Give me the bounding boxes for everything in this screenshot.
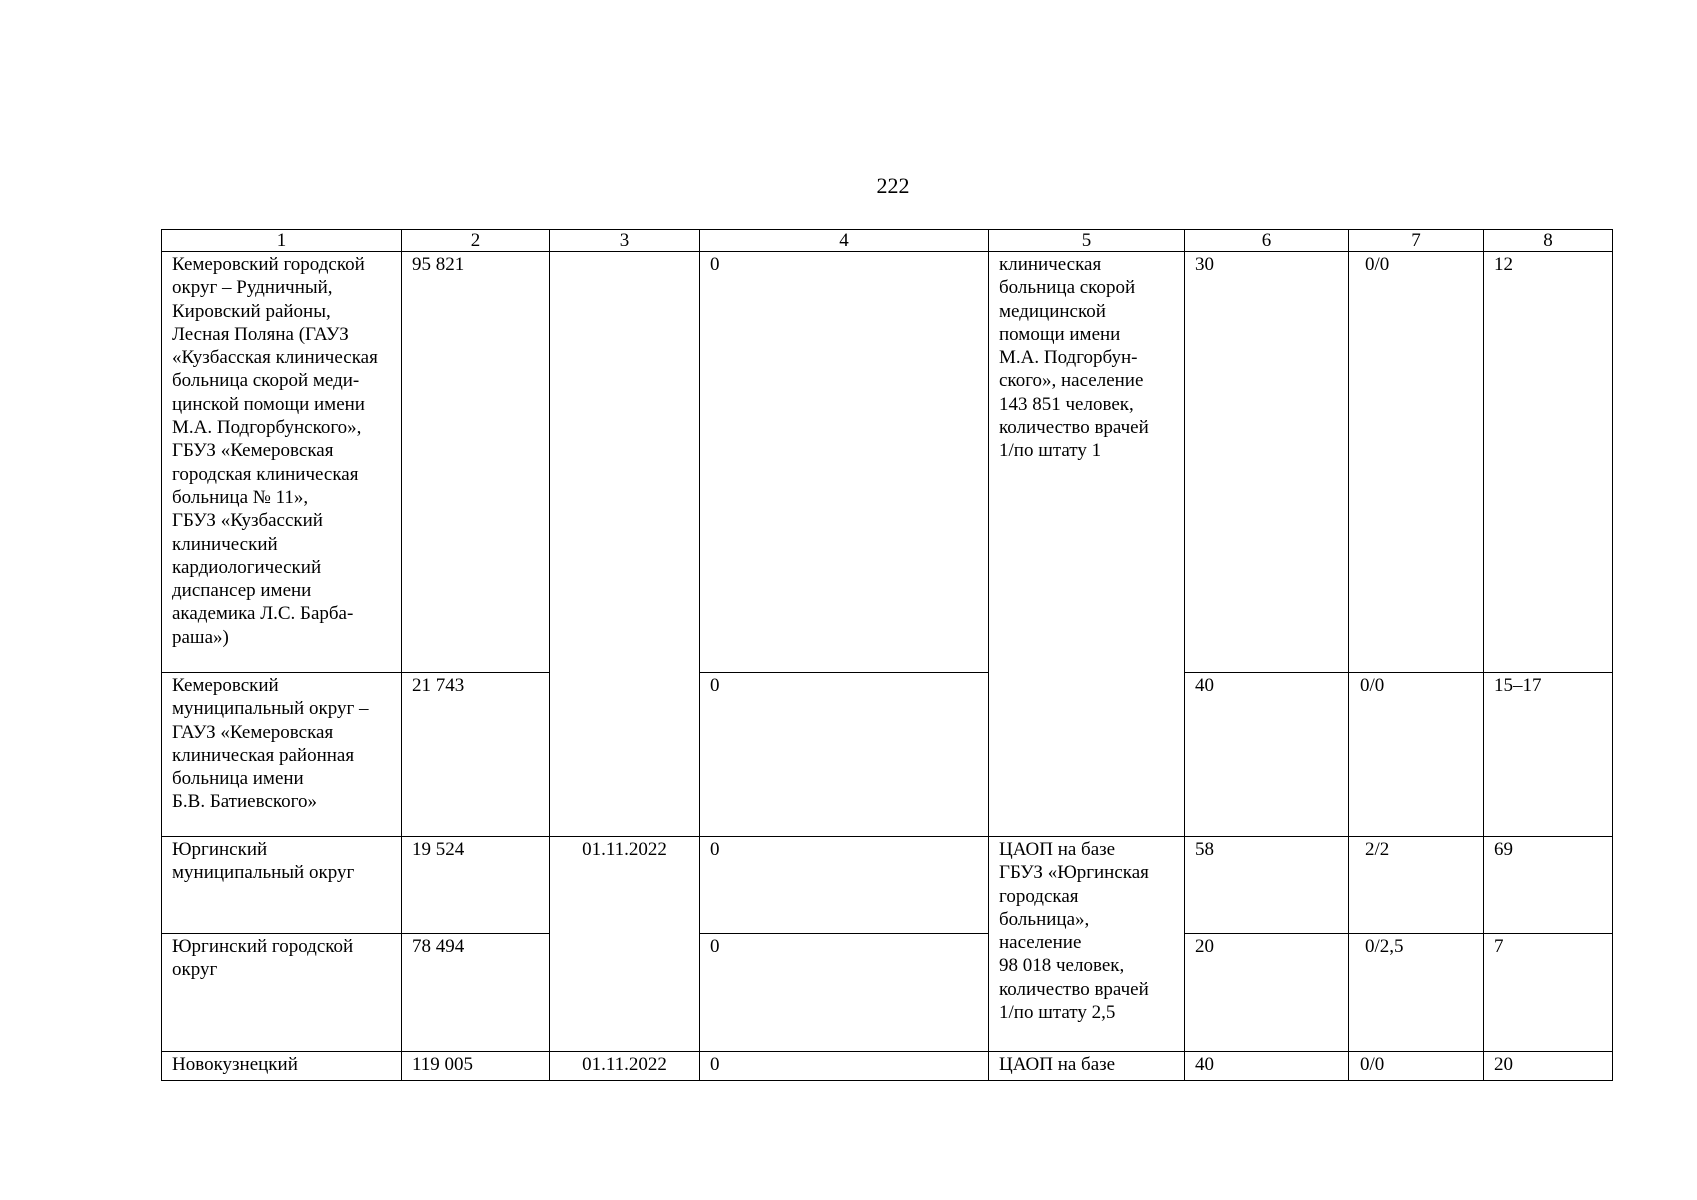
table-cell: 0/0: [1349, 252, 1484, 673]
table-cell: 95 821: [402, 252, 550, 673]
table-row: [162, 1052, 1613, 1081]
table-cell: 01.11.2022: [550, 1052, 700, 1081]
table-cell: Кемеровский муниципальный округ – ГАУЗ «Кемеровская клиническая районная больница имени Б.В. Батиевского»: [162, 673, 402, 837]
table-cell: 69: [1484, 837, 1613, 934]
column-header: 6: [1185, 230, 1349, 252]
table-cell: Кемеровский городской округ – Рудничный, Кировский районы, Лесная Поляна (ГАУЗ «Кузбасская клиническая больница скорой меди- цинской помощи имени М.А. Подгорбунского», ГБУЗ «Кемеровская городская клиническая больница № 11», ГБУЗ «Кузбасский клинический кардиологический диспансер имени академика Л.С. Барба- раша»): [162, 252, 402, 673]
column-header: 7: [1349, 230, 1484, 252]
column-header: 8: [1484, 230, 1613, 252]
table-cell: 0/0: [1349, 673, 1484, 837]
table-cell: 119 005: [402, 1052, 550, 1081]
table-cell: клиническая больница скорой медицинской помощи имени М.А. Подгорбун- ского», население 143 851 человек, количество врачей 1/по штату 1: [989, 252, 1185, 837]
table-cell: 7: [1484, 934, 1613, 1052]
column-header: 2: [402, 230, 550, 252]
table-cell: 20: [1484, 1052, 1613, 1081]
column-header: 3: [550, 230, 700, 252]
column-header: 1: [162, 230, 402, 252]
table-row: [162, 934, 1613, 1052]
table-cell: 0: [700, 673, 989, 837]
table-cell: [550, 252, 700, 837]
table-cell: 20: [1185, 934, 1349, 1052]
table-cell: 30: [1185, 252, 1349, 673]
table-cell: 78 494: [402, 934, 550, 1052]
table-cell: Новокузнецкий: [162, 1052, 402, 1081]
table-cell: 12: [1484, 252, 1613, 673]
table-cell: 2/2: [1349, 837, 1484, 934]
table-cell: 40: [1185, 1052, 1349, 1081]
page-number: 222: [876, 173, 910, 198]
table-cell: Юргинский городской округ: [162, 934, 402, 1052]
data-table: [161, 229, 1613, 1081]
column-header: 5: [989, 230, 1185, 252]
table-cell: 01.11.2022: [550, 837, 700, 1052]
table-cell: 0: [700, 1052, 989, 1081]
header-row: [162, 230, 1613, 252]
table-cell: ЦАОП на базе ГБУЗ «Юргинская городская больница», население 98 018 человек, количество врачей 1/по штату 2,5: [989, 837, 1185, 1052]
table-cell: 0/0: [1349, 1052, 1484, 1081]
table-cell: 0: [700, 252, 989, 673]
table-cell: 0: [700, 837, 989, 934]
table-cell: ЦАОП на базе: [989, 1052, 1185, 1081]
table-row: [162, 673, 1613, 837]
table-cell: 40: [1185, 673, 1349, 837]
table-cell: Юргинский муниципальный округ: [162, 837, 402, 934]
table-row: [162, 837, 1613, 934]
table-row: [162, 252, 1613, 673]
table-cell: 0: [700, 934, 989, 1052]
table-cell: 21 743: [402, 673, 550, 837]
table-cell: 19 524: [402, 837, 550, 934]
table-cell: 0/2,5: [1349, 934, 1484, 1052]
table-cell: 58: [1185, 837, 1349, 934]
column-header: 4: [700, 230, 989, 252]
table-cell: 15–17: [1484, 673, 1613, 837]
